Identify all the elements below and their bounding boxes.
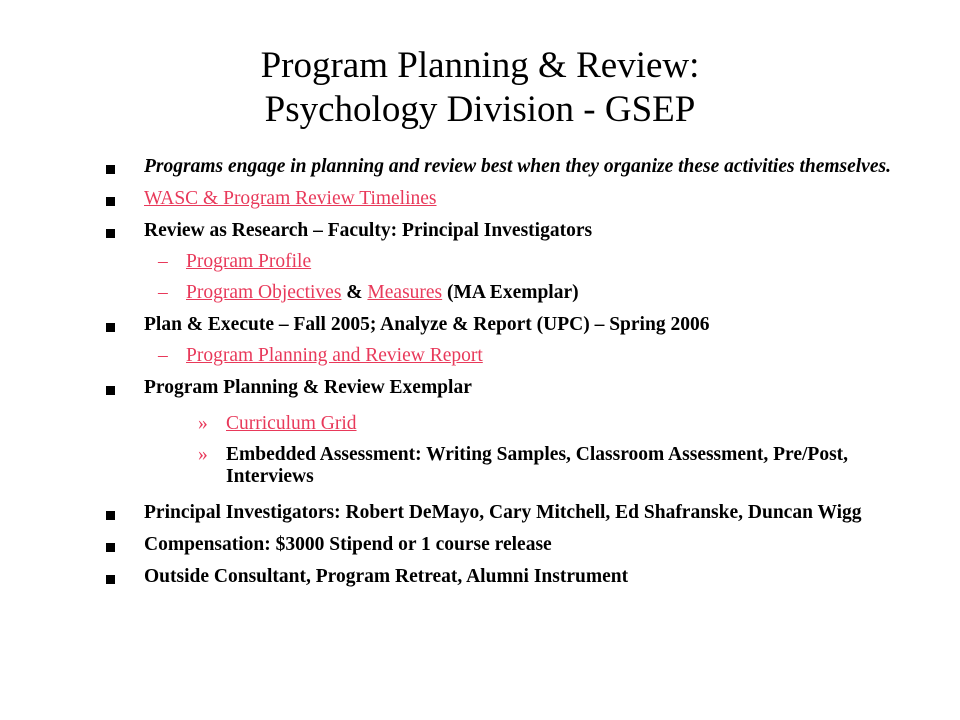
- bullet-plan-execute: [106, 314, 926, 336]
- sub-bullet-objectives-measures: [106, 282, 926, 304]
- program-profile-link[interactable]: Program Profile: [186, 251, 312, 272]
- bullet-programs-engage: [106, 156, 926, 178]
- square-bullet-icon: [106, 229, 115, 238]
- bullet-compensation: [106, 534, 926, 556]
- bullet-wasc-timelines: [106, 188, 926, 210]
- bullet-text: Principal Investigators: Robert DeMayo, Cary Mitchell, Ed Shafranske, Duncan Wigg: [144, 502, 862, 523]
- sub-bullet-planning-report: [106, 345, 926, 367]
- slide-title: [0, 44, 960, 132]
- program-objectives-link[interactable]: Program Objectives: [186, 282, 342, 303]
- bullet-review-as-research: [106, 220, 926, 242]
- bullet-outside-consultant: [106, 566, 926, 588]
- bullet-text: Outside Consultant, Program Retreat, Alumni Instrument: [144, 566, 629, 587]
- square-bullet-icon: [106, 323, 115, 332]
- square-bullet-icon: [106, 386, 115, 395]
- sub-bullet-embedded-assessment: [106, 444, 926, 488]
- dash-bullet-icon: –: [158, 345, 168, 366]
- square-bullet-icon: [106, 165, 115, 174]
- measures-link[interactable]: Measures: [367, 282, 443, 303]
- bullet-text: Embedded Assessment: Writing Samples, Classroom Assessment, Pre/Post, Interviews: [226, 444, 849, 487]
- bullet-principal-investigators: [106, 502, 926, 524]
- bullet-list: [106, 156, 926, 588]
- curriculum-grid-link[interactable]: Curriculum Grid: [226, 413, 357, 434]
- wasc-timelines-link[interactable]: WASC & Program Review Timelines: [144, 188, 437, 209]
- dash-bullet-icon: –: [158, 282, 168, 303]
- bullet-text: Program Planning & Review Exemplar: [144, 377, 472, 398]
- slide-title-line-2: Psychology Division - GSEP: [264, 89, 696, 130]
- square-bullet-icon: [106, 575, 115, 584]
- sub-bullet-program-profile: [106, 251, 926, 273]
- bullet-text: Compensation: $3000 Stipend or 1 course release: [144, 534, 552, 555]
- ampersand-text: &: [341, 282, 368, 303]
- dash-bullet-icon: –: [158, 251, 168, 272]
- square-bullet-icon: [106, 197, 115, 206]
- square-bullet-icon: [106, 511, 115, 520]
- guillemet-bullet-icon: »: [198, 413, 208, 434]
- square-bullet-icon: [106, 543, 115, 552]
- slide-title-line-1: Program Planning & Review:: [260, 45, 700, 86]
- bullet-text: Programs engage in planning and review best when they organize these activities themselves.: [144, 156, 891, 177]
- ma-exemplar-text: (MA Exemplar): [442, 282, 579, 303]
- bullet-text: Plan & Execute – Fall 2005; Analyze & Report (UPC) – Spring 2006: [144, 314, 710, 335]
- bullet-exemplar: [106, 377, 926, 399]
- sub-bullet-curriculum-grid: [106, 413, 926, 435]
- planning-review-report-link[interactable]: Program Planning and Review Report: [186, 345, 483, 366]
- bullet-text: Review as Research – Faculty: Principal Investigators: [144, 220, 593, 241]
- guillemet-bullet-icon: »: [198, 444, 208, 465]
